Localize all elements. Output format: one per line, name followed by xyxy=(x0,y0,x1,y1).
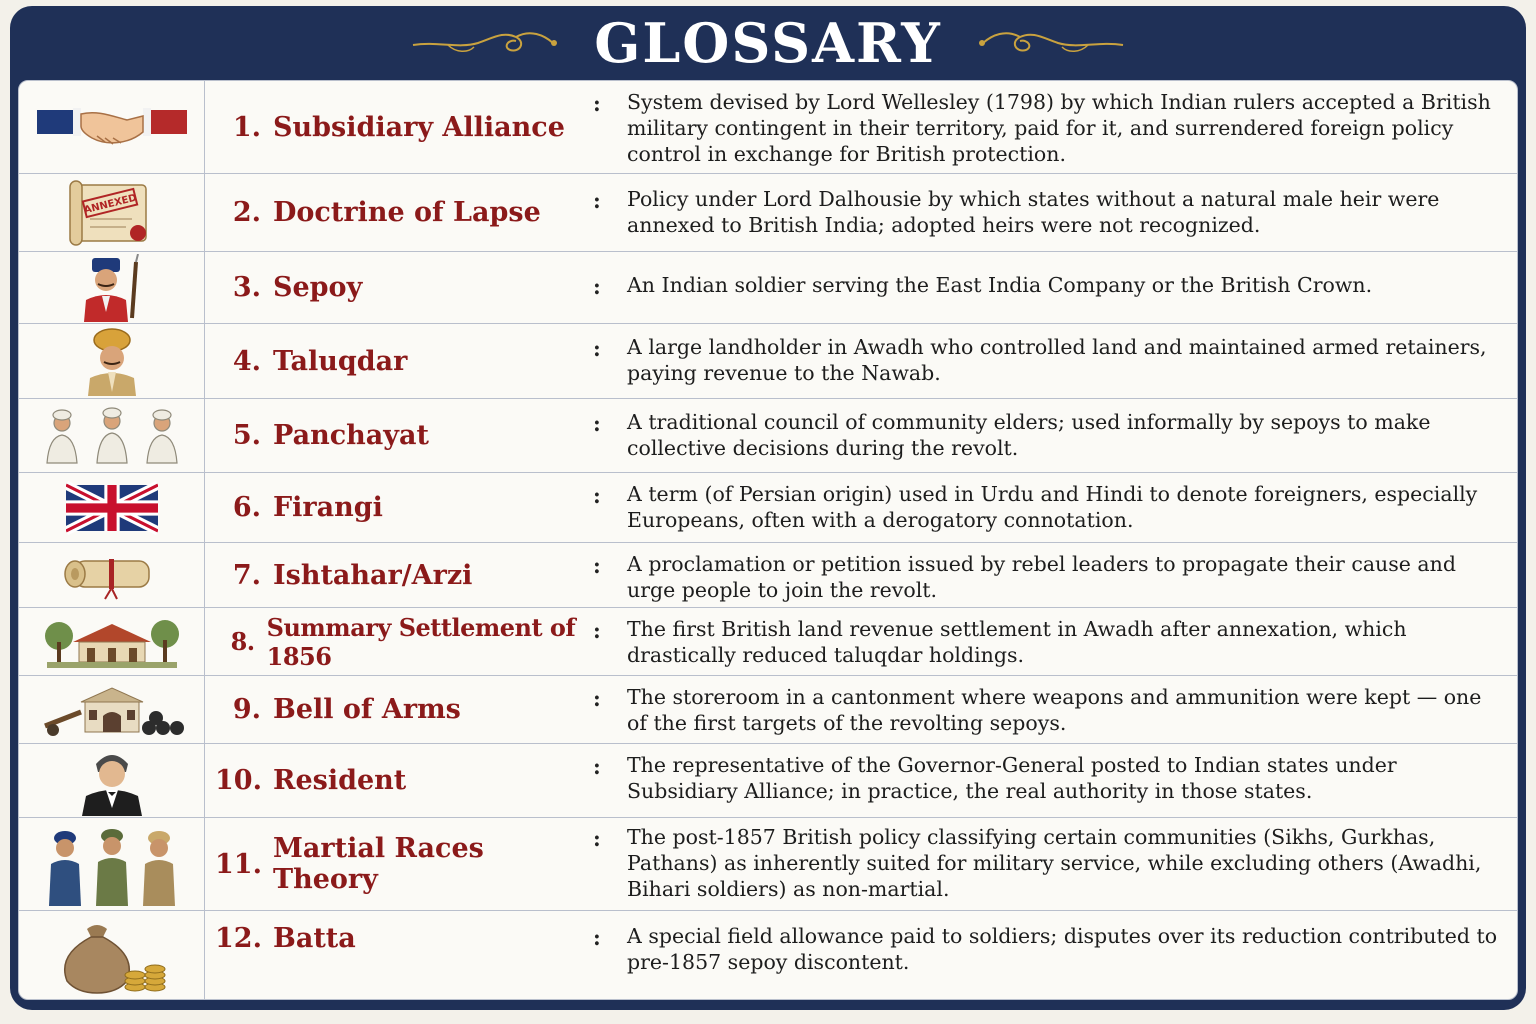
term-definition: A term (of Persian origin) used in Urdu and Hindi to denote foreigners, especially Europeans, often with a derogatory connotation. xyxy=(627,482,1478,532)
resident-portrait-icon xyxy=(62,746,162,816)
term-number: 8. xyxy=(230,627,255,656)
separator-colon: : xyxy=(593,91,601,116)
handshake-icon xyxy=(37,92,187,162)
glossary-row xyxy=(19,818,1517,911)
term-label: Martial Races Theory xyxy=(273,833,484,895)
annexed-stamp-text: ANNEXED xyxy=(82,192,138,216)
term-definition: The storeroom in a cantonment where weapons and ammunition were kept — one of the first targets of the revolting sepoys. xyxy=(627,685,1482,735)
term-definition: The post-1857 British policy classifying certain communities (Sikhs, Gurkhas, Pathans) as inherently suited for military service, while excluding others (Awadhi, Bihari soldiers) as non-martial. xyxy=(627,825,1482,901)
right-flourish-icon xyxy=(978,23,1128,63)
glossary-row xyxy=(19,676,1517,744)
separator-colon: : xyxy=(593,686,601,711)
term-label: Batta xyxy=(273,923,356,954)
term-number: 12. xyxy=(215,923,262,954)
rolled-scroll-icon xyxy=(57,549,167,601)
separator-colon: : xyxy=(593,925,601,950)
term-number: 1. xyxy=(232,111,261,143)
union-jack-icon xyxy=(66,481,158,535)
glossary-row xyxy=(19,744,1517,818)
separator-colon: : xyxy=(593,618,601,643)
money-bag-icon xyxy=(47,915,177,995)
glossary-row xyxy=(19,81,1517,174)
separator-colon: : xyxy=(593,188,601,213)
glossary-header xyxy=(10,6,1526,80)
term-label: Bell of Arms xyxy=(273,694,461,725)
term-definition: Policy under Lord Dalhousie by which states without a natural male heir were annexed to British India; adopted heirs were not recognized. xyxy=(627,187,1440,237)
left-flourish-icon xyxy=(408,23,558,63)
glossary-row xyxy=(19,399,1517,473)
glossary-row xyxy=(19,252,1517,324)
term-definition: The representative of the Governor-General posted to Indian states under Subsidiary Alliance; in practice, the real authority in those states. xyxy=(627,753,1397,803)
glossary-row xyxy=(19,473,1517,543)
term-definition: A proclamation or petition issued by rebel leaders to propagate their cause and urge people to join the revolt. xyxy=(627,552,1456,602)
term-definition: A traditional council of community elders; used informally by sepoys to make collective decisions during the revolt. xyxy=(627,410,1431,460)
term-number: 6. xyxy=(232,492,261,523)
glossary-row xyxy=(19,608,1517,676)
soldiers-group-icon xyxy=(37,822,187,906)
term-label: Firangi xyxy=(273,492,383,523)
term-number: 7. xyxy=(232,559,261,591)
term-label: Resident xyxy=(273,765,407,796)
glossary-row xyxy=(19,911,1517,999)
separator-colon: : xyxy=(593,553,601,578)
glossary-row xyxy=(19,174,1517,252)
term-number: 11. xyxy=(215,848,262,880)
term-label: Panchayat xyxy=(273,420,429,451)
term-definition: System devised by Lord Wellesley (1798) by which Indian rulers accepted a British military contingent in their territory, paid for it, and surrendered foreign policy control in exchange for British protection. xyxy=(627,90,1491,166)
armoury-icon xyxy=(37,680,187,740)
glossary-row xyxy=(19,543,1517,608)
separator-colon: : xyxy=(593,483,601,508)
term-number: 3. xyxy=(232,272,261,303)
glossary-table xyxy=(18,80,1518,1000)
term-number: 9. xyxy=(232,694,261,725)
term-label: Taluqdar xyxy=(273,345,408,377)
term-number: 10. xyxy=(215,765,262,796)
term-number: 5. xyxy=(232,420,261,451)
term-label: Doctrine of Lapse xyxy=(273,197,541,228)
term-label: Summary Settlement of 1856 xyxy=(266,612,576,671)
term-label: Sepoy xyxy=(273,272,363,303)
term-definition: A special field allowance paid to soldiers; disputes over its reduction contributed to pre-1857 sepoy discontent. xyxy=(627,924,1498,974)
term-number: 2. xyxy=(232,197,261,228)
term-definition: A large landholder in Awadh who controlled land and maintained armed retainers, paying revenue to the Nawab. xyxy=(627,335,1487,385)
taluqdar-icon xyxy=(62,326,162,396)
term-number: 4. xyxy=(232,345,261,377)
separator-colon: : xyxy=(593,336,601,361)
separator-colon: : xyxy=(593,274,601,299)
term-definition: An Indian soldier serving the East India Company or the British Crown. xyxy=(627,273,1373,297)
glossary-row xyxy=(19,324,1517,399)
sepoy-icon xyxy=(62,254,162,322)
term-definition: The first British land revenue settlement in Awadh after annexation, which drastically reduced taluqdar holdings. xyxy=(627,617,1407,667)
page-title: GLOSSARY xyxy=(594,11,942,75)
separator-colon: : xyxy=(593,411,601,436)
term-label: Subsidiary Alliance xyxy=(273,111,565,143)
estate-house-icon xyxy=(37,612,187,672)
term-label: Ishtahar/Arzi xyxy=(273,559,473,591)
separator-colon: : xyxy=(593,754,601,779)
council-elders-icon xyxy=(37,401,187,471)
separator-colon: : xyxy=(593,826,601,851)
annexed-scroll-icon xyxy=(62,179,162,247)
